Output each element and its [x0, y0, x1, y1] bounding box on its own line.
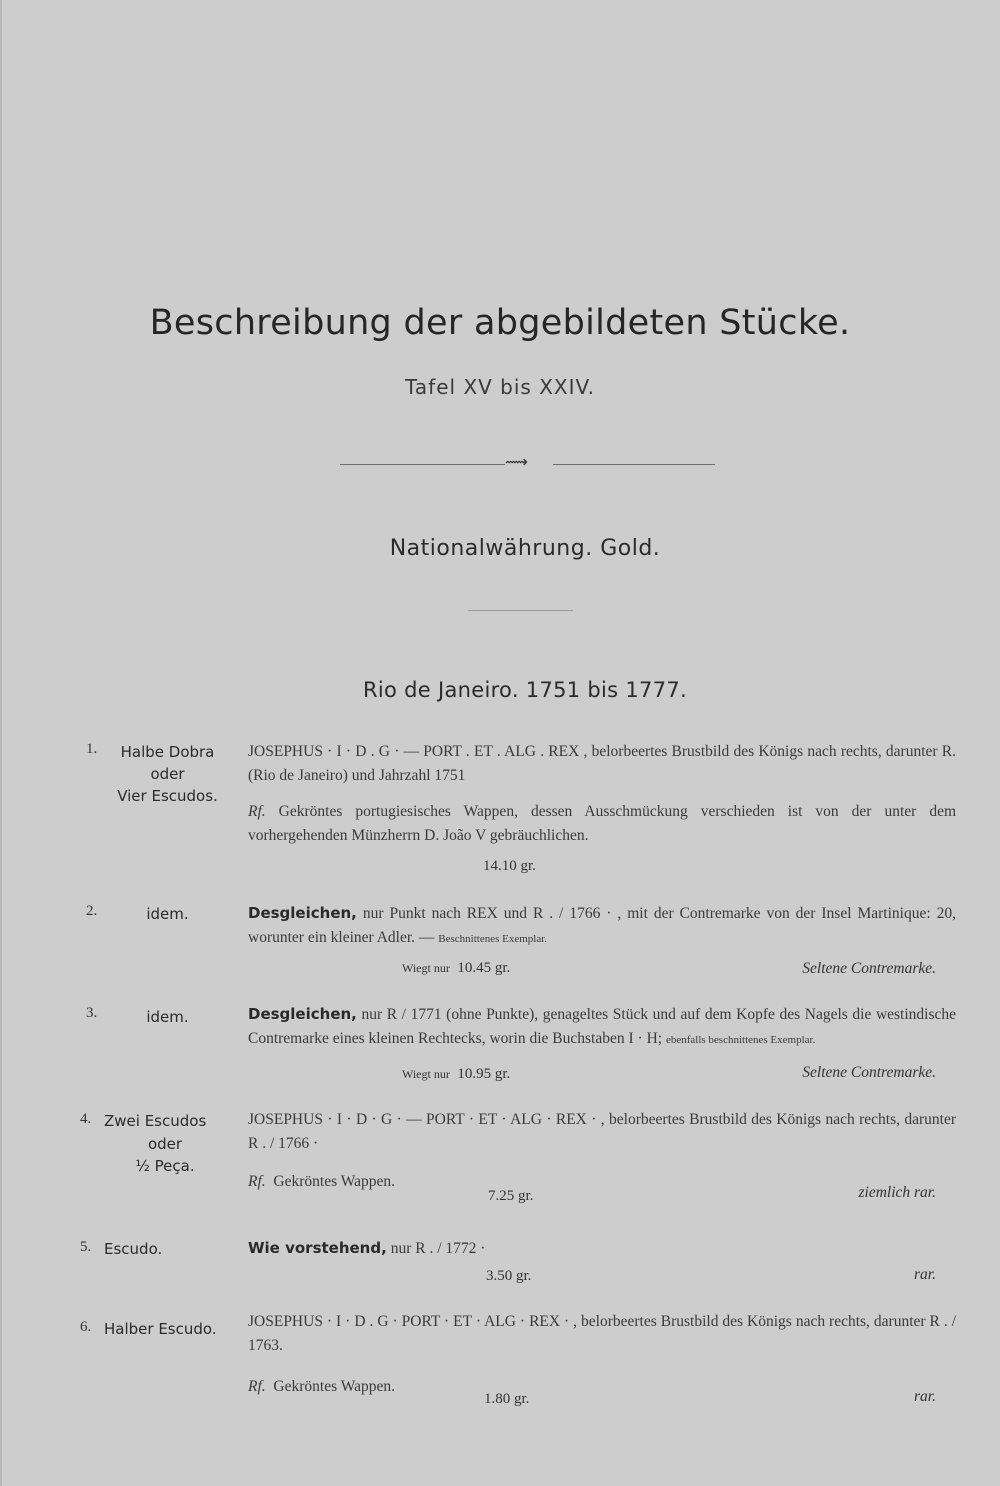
- entry-rarity: rar.: [914, 1388, 936, 1405]
- entry-number: 2.: [86, 903, 98, 919]
- label-line: ½ Peça.: [135, 1157, 195, 1175]
- entry-reverse: [248, 800, 956, 848]
- entry-label: Escudo.: [104, 1240, 163, 1258]
- ornament-icon: ⟿: [505, 454, 528, 471]
- divider-left: [340, 464, 505, 465]
- entry-number: 4.: [80, 1111, 92, 1127]
- entry-label: [100, 741, 235, 807]
- entry-rarity: Seltene Contremarke.: [802, 960, 936, 977]
- entry-lead: Wie vorstehend,: [248, 1239, 387, 1257]
- label-line: Halbe Dobra: [120, 743, 215, 761]
- entry-note: Beschnittenes Exemplar.: [438, 933, 548, 945]
- entry-weight: 1.80 gr.: [484, 1391, 530, 1407]
- entry-rarity: ziemlich rar.: [858, 1184, 936, 1201]
- entry-number: 5.: [80, 1239, 92, 1255]
- entry-description: [248, 1236, 956, 1261]
- reverse-text: Gekröntes Wappen.: [273, 1378, 395, 1395]
- entry-text: nur R . / 1772 ·: [390, 1240, 486, 1257]
- page-subtitle: Tafel XV bis XXIV.: [405, 375, 595, 399]
- entry-label-first: Zwei Escudos: [104, 1112, 207, 1130]
- entry-note: ebenfalls beschnittenes Exemplar.: [665, 1034, 816, 1046]
- weight-value: 10.95 gr.: [457, 1066, 511, 1082]
- entry-lead: Desgleichen,: [248, 1005, 357, 1023]
- rf-label: Rf.: [248, 803, 266, 820]
- divider-right: [553, 464, 715, 465]
- entry-description: [248, 901, 956, 951]
- entry-rarity: rar.: [914, 1266, 936, 1283]
- page-edge: [0, 0, 2, 1486]
- subsection-heading: Rio de Janeiro. 1751 bis 1777.: [362, 678, 688, 702]
- rf-label: Rf.: [248, 1378, 266, 1395]
- weight-prefix: Wiegt nur: [402, 961, 450, 975]
- rf-label: Rf.: [248, 1173, 266, 1190]
- reverse-text: Gekröntes portugiesisches Wappen, dessen Ausschmückung verschieden ist von der unter dem vorhergehenden Münzherrn D. João V gebräuchlichen.: [248, 803, 957, 844]
- entry-weight: [402, 1066, 510, 1083]
- weight-prefix: Wiegt nur: [402, 1067, 450, 1081]
- entry-number: 6.: [80, 1319, 92, 1335]
- label-line: Vier Escudos.: [117, 787, 218, 805]
- entry-weight: [402, 960, 510, 977]
- page-title: Beschreibung der abgebildeten Stücke.: [149, 303, 851, 343]
- entry-text: nur Punkt nach REX und R . / 1766 · , mit der Contremarke von der Insel Martinique: 20, worunter ein kleiner Adler. —: [248, 905, 956, 946]
- label-line: oder: [147, 1135, 183, 1153]
- section-heading: Nationalwährung. Gold.: [389, 536, 661, 561]
- reverse-text: Gekröntes Wappen.: [273, 1173, 395, 1190]
- entry-number: 3.: [86, 1005, 98, 1021]
- entry-obverse: JOSEPHUS · I · D . G · PORT · ET · ALG · REX · , belorbeertes Brustbild des Königs nach rechts, darunter R . / 1763.: [248, 1313, 956, 1354]
- entry-weight: 3.50 gr.: [486, 1268, 532, 1284]
- entry-label: [100, 1133, 230, 1177]
- entry-text: nur R / 1771 (ohne Punkte), genageltes Stück und auf dem Kopfe des Nagels die westindische Contremarke eines kleinen Rechtecks, worin die Buchstaben I · H;: [248, 1006, 957, 1047]
- entry-obverse: JOSEPHUS · I · D . G · — PORT . ET . ALG . REX , belorbeertes Brustbild des Königs nach rechts, darunter R. (Rio de Janeiro) und Jahrzahl 1751: [248, 743, 956, 784]
- entry-number: 1.: [86, 741, 98, 757]
- entry-rarity: Seltene Contremarke.: [802, 1064, 936, 1081]
- entry-label: idem.: [146, 1008, 189, 1026]
- label-line: oder: [150, 765, 185, 783]
- entry-lead: Desgleichen,: [248, 904, 357, 922]
- section-divider: [468, 610, 573, 611]
- weight-value: 10.45 gr.: [457, 960, 511, 976]
- entry-weight: 7.25 gr.: [488, 1188, 534, 1204]
- entry-obverse: JOSEPHUS · I · D · G · — PORT · ET · ALG · REX · , belorbeertes Brustbild des Königs nach rechts, darunter R . / 1766 ·: [248, 1111, 956, 1152]
- entry-description: [248, 1002, 956, 1052]
- entry-weight: 14.10 gr.: [483, 858, 536, 874]
- entry-label: Halber Escudo.: [104, 1320, 217, 1338]
- entry-label: idem.: [146, 905, 189, 923]
